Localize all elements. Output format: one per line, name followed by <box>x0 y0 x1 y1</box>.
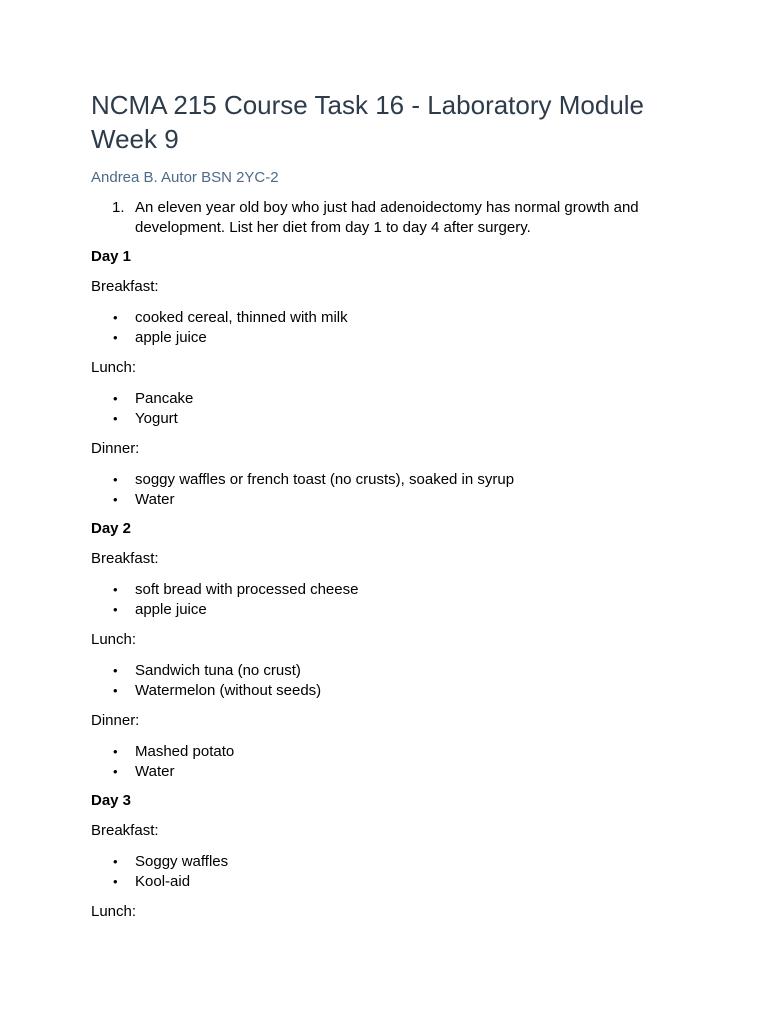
bullet-icon: • <box>113 582 118 597</box>
list-item-text: Water <box>135 491 175 508</box>
list-item-text: soft bread with processed cheese <box>135 581 359 598</box>
meal-label: Breakfast: <box>91 822 159 839</box>
list-item-text: Pancake <box>135 390 194 407</box>
list-item-text: Sandwich tuna (no crust) <box>135 662 301 679</box>
bullet-icon: • <box>113 391 118 406</box>
list-item <box>91 762 711 782</box>
bullet-icon: • <box>113 744 118 759</box>
list-item <box>91 600 711 620</box>
bullet-icon: • <box>113 330 118 345</box>
day-heading: Day 2 <box>91 520 132 537</box>
day-heading: Day 3 <box>91 792 132 809</box>
meal-item-list <box>91 742 711 782</box>
meal-label: Dinner: <box>91 440 140 457</box>
diet-plan <box>91 247 711 922</box>
list-item <box>91 852 711 872</box>
author-line: Andrea B. Autor BSN 2YC-2 <box>91 169 279 186</box>
meal-label: Breakfast: <box>91 278 159 295</box>
list-item-text: cooked cereal, thinned with milk <box>135 309 348 326</box>
list-item <box>91 389 711 409</box>
meal-item-list <box>91 661 711 701</box>
bullet-icon: • <box>113 472 118 487</box>
meal-item-list <box>91 580 711 620</box>
list-item <box>91 308 711 328</box>
question-item <box>91 198 711 238</box>
list-item-text: Soggy waffles <box>135 853 229 870</box>
list-item <box>91 580 711 600</box>
document-title: NCMA 215 Course Task 16 - Laboratory Module Week 9 <box>91 90 645 154</box>
meal-label: Lunch: <box>91 359 137 376</box>
document-page <box>91 88 711 922</box>
bullet-icon: • <box>113 411 118 426</box>
question-number: 1. <box>112 199 125 216</box>
bullet-icon: • <box>113 874 118 889</box>
list-item-text: Watermelon (without seeds) <box>135 682 322 699</box>
list-item <box>91 490 711 510</box>
list-item <box>91 409 711 429</box>
bullet-icon: • <box>113 764 118 779</box>
list-item-text: apple juice <box>135 601 207 618</box>
bullet-icon: • <box>113 663 118 678</box>
meal-item-list <box>91 470 711 510</box>
question-text: An eleven year old boy who just had adenoidectomy has normal growth and development. List her diet from day 1 to day 4 after surgery. <box>135 199 639 236</box>
bullet-icon: • <box>113 602 118 617</box>
list-item <box>91 328 711 348</box>
list-item-text: Water <box>135 763 175 780</box>
meal-item-list <box>91 308 711 348</box>
meal-label: Breakfast: <box>91 550 159 567</box>
bullet-icon: • <box>113 492 118 507</box>
list-item <box>91 742 711 762</box>
meal-label: Lunch: <box>91 631 137 648</box>
meal-label: Dinner: <box>91 712 140 729</box>
meal-label: Lunch: <box>91 903 137 920</box>
bullet-icon: • <box>113 854 118 869</box>
list-item-text: Kool-aid <box>135 873 191 890</box>
list-item <box>91 470 711 490</box>
list-item <box>91 681 711 701</box>
list-item-text: Yogurt <box>135 410 178 427</box>
list-item-text: apple juice <box>135 329 207 346</box>
list-item-text: Mashed potato <box>135 743 235 760</box>
list-item <box>91 872 711 892</box>
list-item-text: soggy waffles or french toast (no crusts), soaked in syrup <box>135 471 515 488</box>
meal-item-list <box>91 852 711 892</box>
bullet-icon: • <box>113 310 118 325</box>
day-heading: Day 1 <box>91 248 132 265</box>
bullet-icon: • <box>113 683 118 698</box>
list-item <box>91 661 711 681</box>
meal-item-list <box>91 389 711 429</box>
